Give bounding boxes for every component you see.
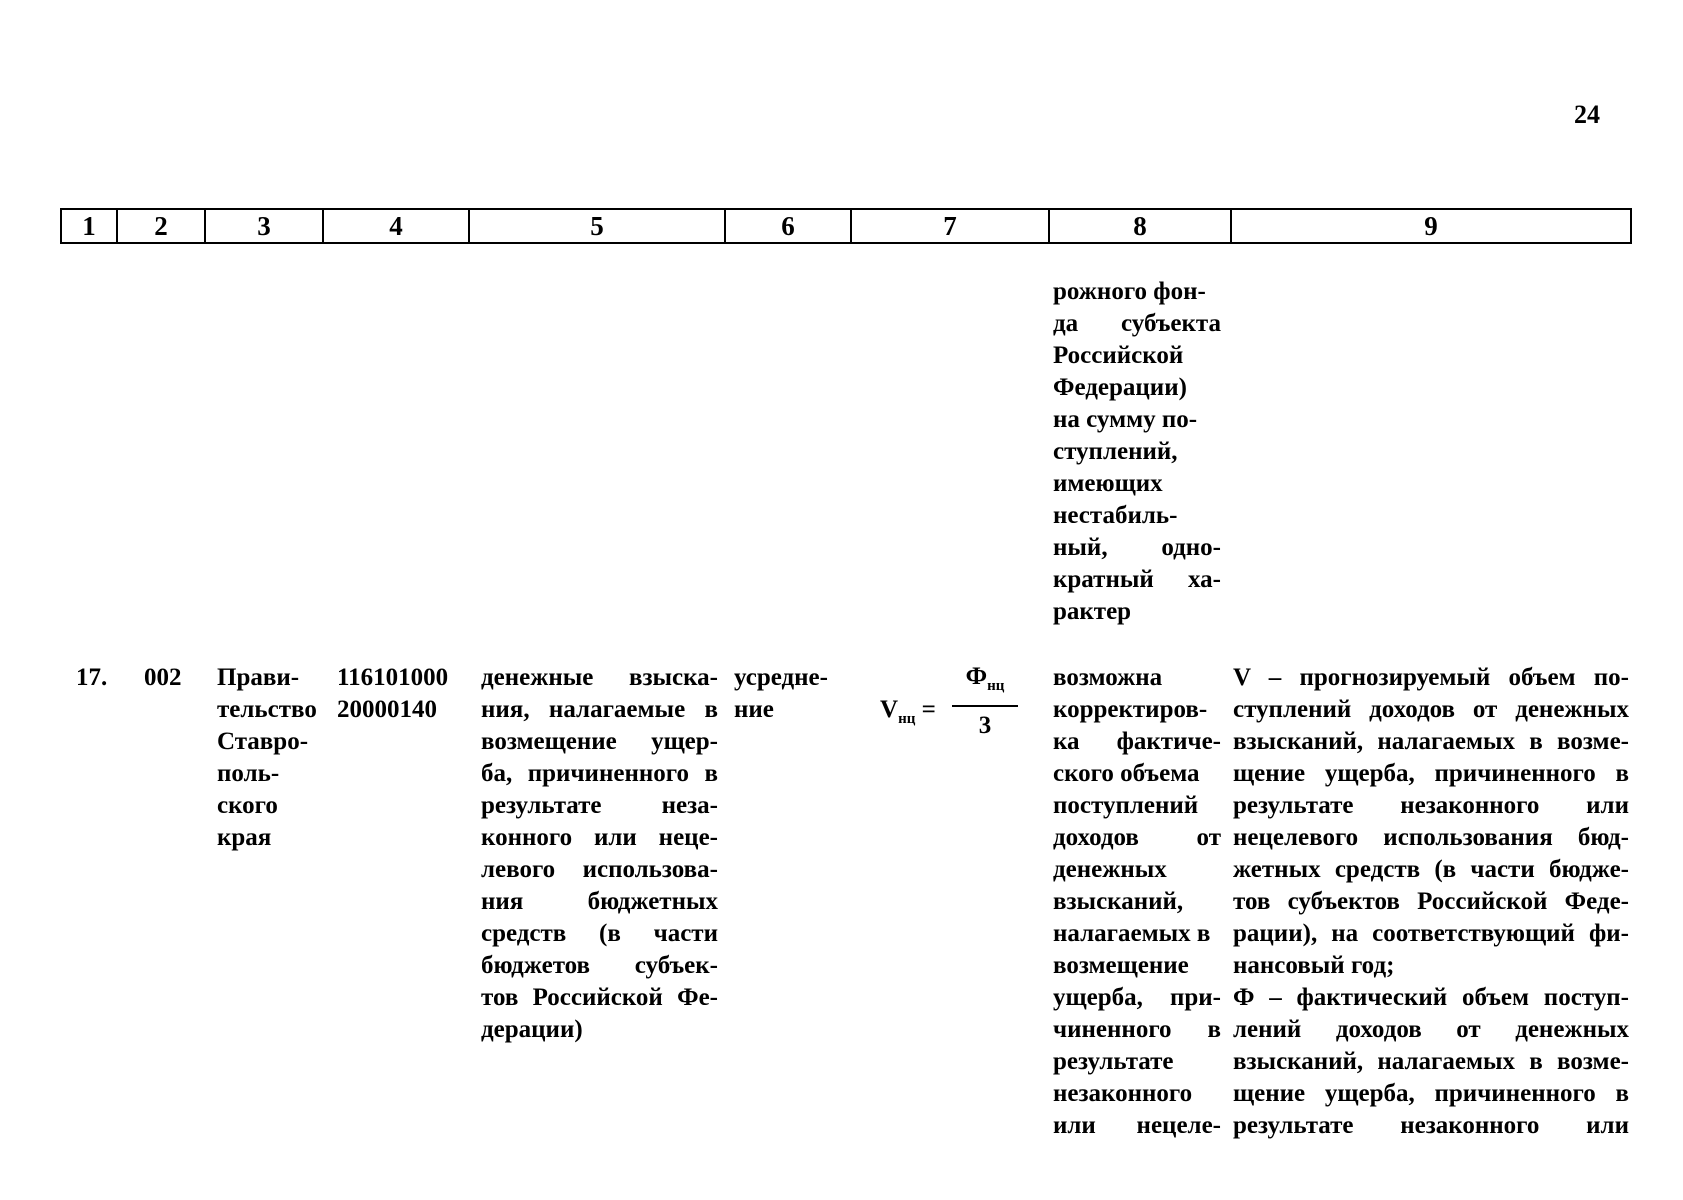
text-line: рации), на соответствующий фи-	[1233, 920, 1629, 947]
text-line: края	[217, 824, 272, 851]
text-line: средств (в части	[481, 920, 718, 947]
text-line: Ставро-	[217, 728, 309, 755]
row-number: 17.	[76, 664, 108, 691]
text-line: незаконного	[1053, 1080, 1193, 1107]
text-line: возмещение ущер-	[481, 728, 718, 755]
text-line: ния, налагаемые в	[481, 696, 718, 723]
text-line: поступлений	[1053, 792, 1199, 819]
text-line: ние	[734, 696, 774, 723]
text-line: 20000140	[337, 696, 437, 723]
text-line: результате незаконного или	[1233, 792, 1629, 819]
text-line: рактер	[1053, 598, 1132, 625]
table-header-row	[60, 208, 1632, 244]
text-line: тельство	[217, 696, 317, 723]
revenue-name	[481, 662, 718, 1046]
text-line: 116101000	[337, 664, 449, 691]
text-line: имеющих	[1053, 470, 1163, 497]
header-col-6: 6	[726, 210, 852, 242]
text-line: рожного фон-	[1053, 278, 1206, 305]
text-line: взысканий, налагаемых в возме-	[1233, 1048, 1629, 1075]
text-line: щение ущерба, причиненного в	[1233, 760, 1629, 787]
text-line: ского	[217, 792, 278, 819]
text-line: ущерба, при-	[1053, 984, 1221, 1011]
calculation-formula	[880, 662, 1030, 752]
continuation-col8	[1053, 276, 1221, 628]
text-line: нестабиль-	[1053, 502, 1178, 529]
header-col-9: 9	[1424, 211, 1438, 241]
text-line: Федерации)	[1053, 374, 1187, 401]
header-col-8: 8	[1050, 210, 1232, 242]
text-line: Ф – фактический объем поступ-	[1233, 984, 1629, 1011]
calculation-method	[734, 662, 828, 726]
kbk-code	[337, 662, 448, 726]
text-line: тов субъектов Российской Феде-	[1233, 888, 1629, 915]
text-line: чиненного в	[1053, 1016, 1221, 1043]
text-line: денежные взыска-	[481, 664, 718, 691]
text-line: ния бюджетных	[481, 888, 718, 915]
text-line: ступлений,	[1053, 438, 1178, 465]
text-line: V – прогнозируемый объем по-	[1233, 664, 1629, 691]
text-line: левого использова-	[481, 856, 718, 883]
header-col-2: 2	[118, 210, 206, 242]
formula-lhs: $V_{нц}$ =	[880, 696, 936, 727]
page-number: 24	[1574, 100, 1600, 129]
text-line: да субъекта	[1053, 310, 1221, 337]
text-line: ступлений доходов от денежных	[1233, 696, 1629, 723]
formula-denominator: 3	[978, 712, 992, 739]
text-line: поль-	[217, 760, 280, 787]
text-line: результате незаконного или	[1233, 1112, 1629, 1139]
text-line: нансовый год;	[1233, 952, 1395, 979]
note-column	[1053, 662, 1221, 1142]
text-line: доходов от	[1053, 824, 1221, 851]
text-line: на сумму по-	[1053, 406, 1198, 433]
description-column	[1233, 662, 1629, 1142]
text-line: щение ущерба, причиненного в	[1233, 1080, 1629, 1107]
text-line: результате	[1053, 1048, 1174, 1075]
administrator-name	[217, 662, 317, 854]
formula-numerator: $Ф_{нц}$	[965, 663, 1005, 694]
text-line: ный, одно-	[1053, 534, 1221, 561]
text-line: возможна	[1053, 664, 1163, 691]
text-line: усредне-	[734, 664, 828, 691]
text-line: бюджетов субъек-	[481, 952, 718, 979]
header-col-5: 5	[470, 210, 726, 242]
admin-code: 002	[144, 664, 182, 691]
text-line: взысканий, налагаемых в возме-	[1233, 728, 1629, 755]
text-line: тов Российской Фе-	[481, 984, 718, 1011]
text-line: взысканий,	[1053, 888, 1184, 915]
text-line: денежных	[1053, 856, 1167, 883]
text-line: налагаемых в	[1053, 920, 1211, 947]
text-line: жетных средств (в части бюдже-	[1233, 856, 1629, 883]
formula-fraction	[952, 662, 1018, 741]
text-line: Российской	[1053, 342, 1184, 369]
header-col-3: 3	[206, 210, 324, 242]
fraction-bar	[952, 705, 1018, 707]
text-line: возмещение	[1053, 952, 1189, 979]
text-line: кратный ха-	[1053, 566, 1221, 593]
text-line: лений доходов от денежных	[1233, 1016, 1629, 1043]
text-line: ского объема	[1053, 760, 1200, 787]
text-line: нецелевого использования бюд-	[1233, 824, 1629, 851]
header-col-1: 1	[62, 210, 118, 242]
text-line: ба, причиненного в	[481, 760, 718, 787]
text-line: корректиров-	[1053, 696, 1208, 723]
header-col-4: 4	[324, 210, 470, 242]
text-line: Прави-	[217, 664, 300, 691]
text-line: или нецеле-	[1053, 1112, 1221, 1139]
text-line: конного или неце-	[481, 824, 718, 851]
text-line: дерации)	[481, 1016, 583, 1043]
text-line: ка фактиче-	[1053, 728, 1221, 755]
header-col-7: 7	[852, 210, 1050, 242]
text-line: результате неза-	[481, 792, 718, 819]
